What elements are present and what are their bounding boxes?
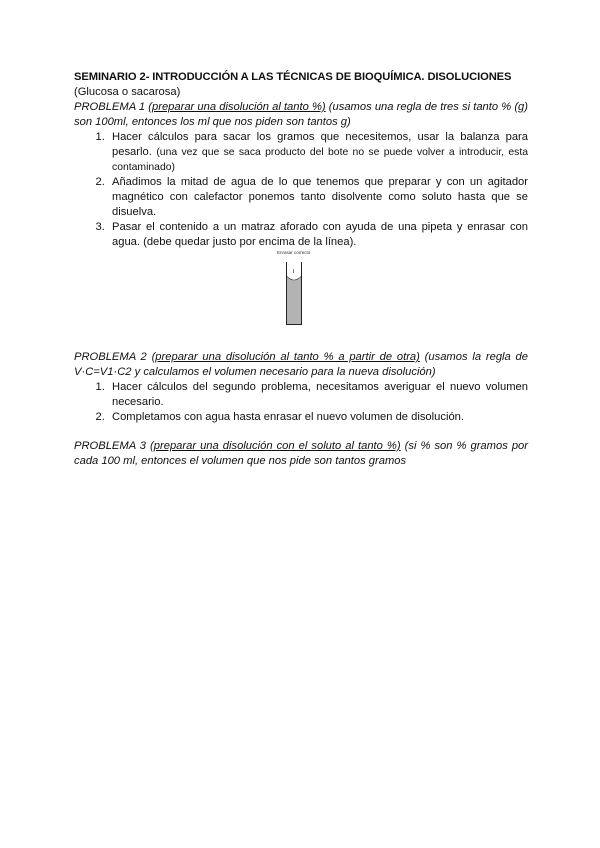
- problem-1-steps: [74, 130, 528, 250]
- flask-figure: [74, 250, 528, 344]
- page-title: SEMINARIO 2- INTRODUCCIÓN A LAS TÉCNICAS DE BIOQUÍMICA. DISOLUCIONES: [74, 71, 512, 83]
- list-item: [108, 130, 528, 175]
- problem-1-label: PROBLEMA 1: [74, 101, 146, 113]
- problem-1-heading: [74, 100, 528, 130]
- document-page: [74, 70, 528, 469]
- problem-1-link: (preparar una disolución al tanto %): [148, 101, 326, 113]
- list-item: [108, 410, 528, 425]
- tube-liquid: [287, 276, 302, 325]
- figure-caption: Enrasar correcto: [277, 250, 311, 255]
- step-note: (una vez que se saca producto del bote no se puede volver a introducir, esta contaminado): [112, 147, 528, 173]
- subtitle: (Glucosa o sacarosa): [74, 86, 181, 98]
- list-item: [108, 220, 528, 250]
- problem-3-heading: [74, 439, 528, 469]
- problem-3-link: (preparar una disolución con el soluto al tanto %): [150, 440, 401, 452]
- problem-2-label: PROBLEMA 2: [74, 351, 147, 363]
- problem-3-label: PROBLEMA 3: [74, 440, 147, 452]
- list-item: [108, 380, 528, 410]
- list-item: [108, 175, 528, 220]
- problem-3-note: (si % son % gramos por cada 100 ml, entonces el volumen que nos pide son tantos gramos: [74, 440, 528, 467]
- step-text: Hacer cálculos para sacar los gramos que necesitemos, usar la balanza para pesarlo.: [112, 131, 528, 158]
- step-text: Pasar el contenido a un matraz aforado con ayuda de una pipeta y enrasar con agua. (debe quedar justo por encima de la línea).: [112, 221, 528, 248]
- volumetric-tube-illustration: [286, 262, 302, 325]
- problem-1-note: (usamos una regla de tres si tanto % (g) son 100ml, entonces los ml que nos piden son tantos g): [74, 101, 529, 128]
- step-text: Hacer cálculos del segundo problema, necesitamos averiguar el nuevo volumen necesario.: [112, 381, 528, 408]
- step-text: Completamos con agua hasta enrasar el nuevo volumen de disolución.: [112, 411, 464, 423]
- problem-2-note: (usamos la regla de V·C=V1·C2 y calculamos el volumen necesario para la nueva disolución): [74, 351, 528, 378]
- problem-2-heading: [74, 350, 528, 380]
- problem-2-link: (preparar una disolución al tanto % a partir de otra): [151, 351, 420, 363]
- step-text: Añadimos la mitad de agua de lo que tenemos que preparar y con un agitador magnético con calefactor ponemos tanto disolvente como soluto hasta que se disuelva.: [112, 176, 528, 218]
- problem-2-steps: [74, 380, 528, 425]
